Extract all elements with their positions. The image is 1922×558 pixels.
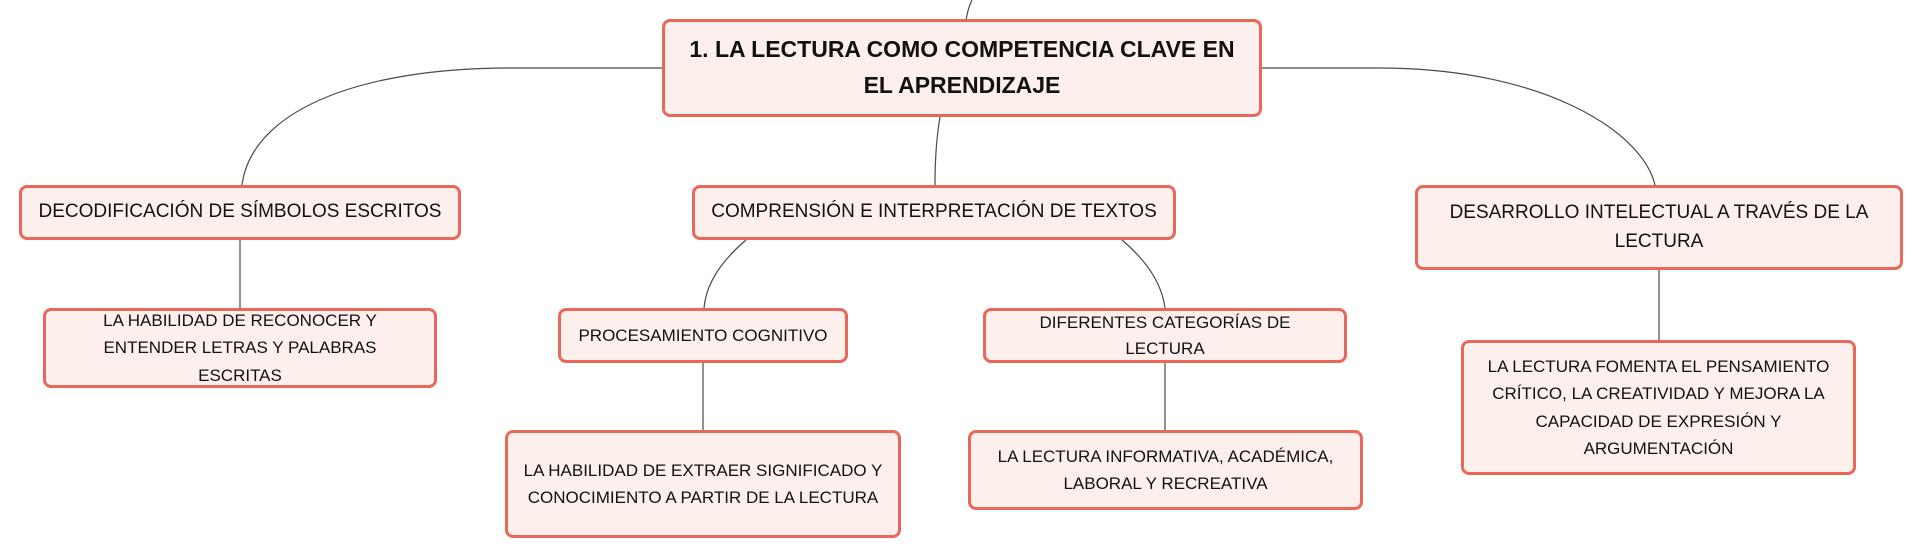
- subtopic-categorias-lectura[interactable]: [983, 308, 1347, 363]
- detail-label: LA LECTURA FOMENTA EL PENSAMIENTO CRÍTICO, LA CREATIVIDAD Y MEJORA LA CAPACIDAD DE EXPRESIÓN Y ARGUMENTACIÓN: [1487, 357, 1830, 458]
- topic-comprension[interactable]: [692, 185, 1176, 240]
- connector-root-to-comprension: [935, 117, 940, 185]
- root-topic-label: 1. LA LECTURA COMO COMPETENCIA CLAVE EN EL APRENDIZAJE: [689, 36, 1235, 98]
- topic-desarrollo-intelectual[interactable]: [1415, 185, 1903, 270]
- root-topic-node[interactable]: [662, 19, 1262, 117]
- subtopic-procesamiento-cognitivo[interactable]: [558, 308, 848, 363]
- subtopic-label: DIFERENTES CATEGORÍAS DE LECTURA: [1039, 313, 1291, 358]
- detail-decodificacion[interactable]: [43, 308, 437, 388]
- topic-label: DECODIFICACIÓN DE SÍMBOLOS ESCRITOS: [38, 201, 442, 223]
- detail-procesamiento-cognitivo[interactable]: [505, 430, 901, 538]
- detail-label: LA HABILIDAD DE RECONOCER Y ENTENDER LETRAS Y PALABRAS ESCRITAS: [103, 311, 377, 385]
- connector-comprension-to-categorias: [1122, 240, 1165, 308]
- connector-root-to-desarrollo: [1262, 68, 1655, 185]
- topic-label: DESARROLLO INTELECTUAL A TRAVÉS DE LA LECTURA: [1449, 202, 1869, 252]
- detail-label: LA HABILIDAD DE EXTRAER SIGNIFICADO Y CONOCIMIENTO A PARTIR DE LA LECTURA: [523, 460, 883, 507]
- detail-desarrollo-intelectual[interactable]: [1461, 340, 1856, 475]
- connector-comprension-to-procesamiento: [704, 240, 746, 308]
- detail-categorias-lectura[interactable]: [968, 430, 1363, 510]
- detail-label: LA LECTURA INFORMATIVA, ACADÉMICA, LABORAL Y RECREATIVA: [997, 446, 1334, 493]
- subtopic-label: PROCESAMIENTO COGNITIVO: [578, 325, 828, 345]
- connector-parent-to-root: [966, 0, 972, 20]
- topic-label: COMPRENSIÓN E INTERPRETACIÓN DE TEXTOS: [711, 201, 1157, 223]
- topic-decodificacion[interactable]: [19, 185, 461, 240]
- connector-root-to-decodificacion: [242, 68, 662, 185]
